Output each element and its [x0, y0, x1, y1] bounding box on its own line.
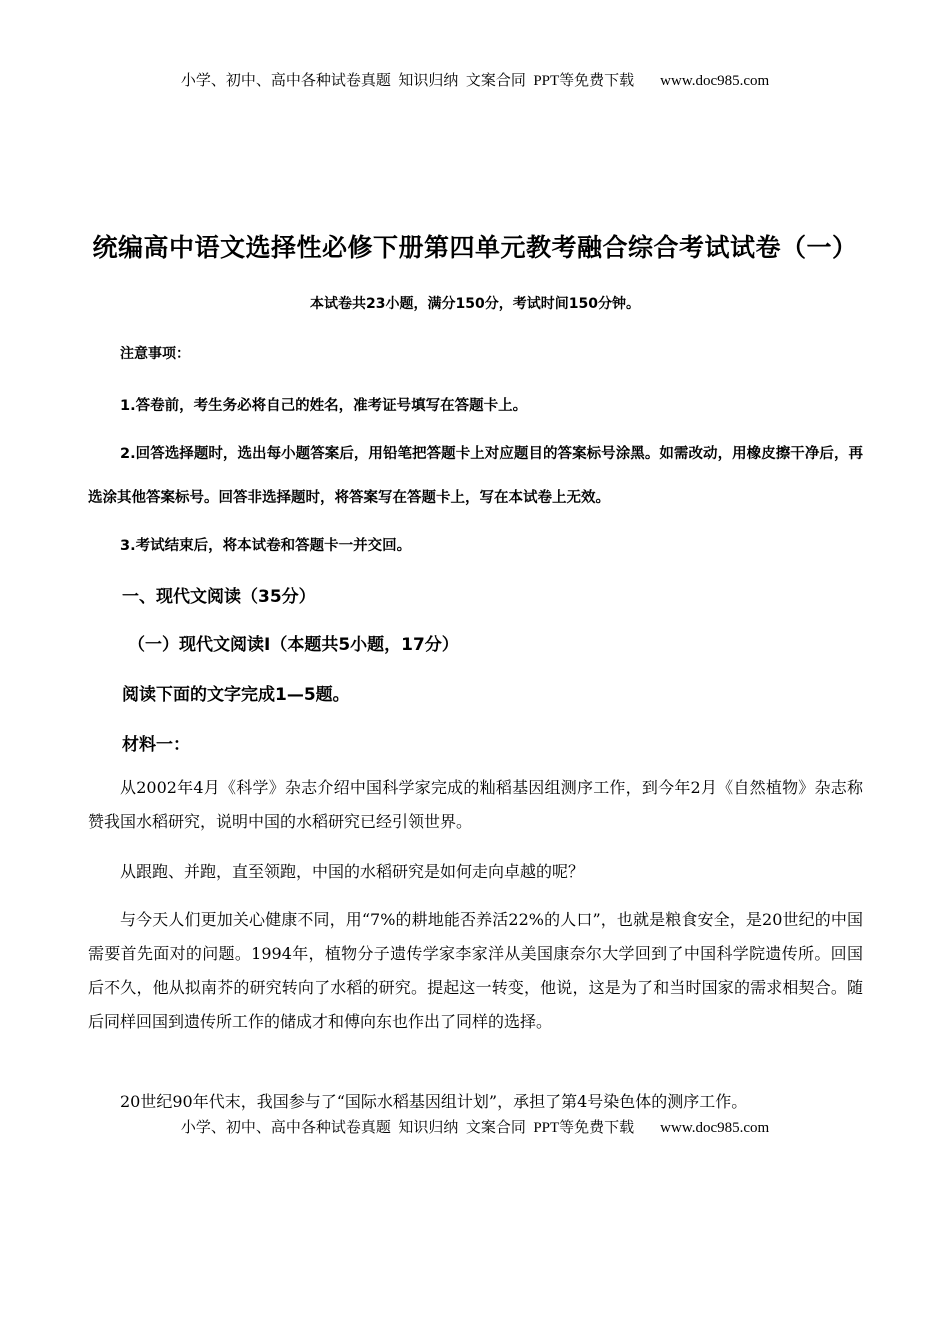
page-footer	[0, 1116, 950, 1137]
paragraph-4: 20世纪90年代末，我国参与了“国际水稻基因组计划”，承担了第4号染色体的测序工作。	[120, 1092, 748, 1111]
reading-instruction: 阅读下面的文字完成1—5题。	[122, 685, 350, 705]
exam-title: 统编高中语文选择性必修下册第四单元教考融合综合考试试卷（一）	[92, 233, 858, 262]
footer-url[interactable]: www.doc985.com	[660, 1120, 770, 1136]
paragraph-3: 与今天人们更加关心健康不同，用“7%的耕地能否养活22%的人口”，也就是粮食安全，是20世纪的中国需要首先面对的问题。1994年，植物分子遗传学家李家洋从美国康奈尔大学回到了中国科学院遗传所。回国后不久，他从拟南芥的研究转向了水稻的研究。提起这一转变，他说，这是为了和当时国家的需求相契合。随后同样回国到遗传所工作的储成才和傅向东也作出了同样的选择。	[88, 910, 863, 1031]
notice-item-2: 2.回答选择题时，选出每小题答案后，用铅笔把答题卡上对应题目的答案标号涂黑。如需改动，用橡皮擦干净后，再选涂其他答案标号。回答非选择题时，将答案写在答题卡上，写在本试卷上无效。	[88, 446, 863, 506]
notice-heading: 注意事项：	[120, 346, 190, 362]
section-heading-part1-sub: （一）现代文阅读Ⅰ（本题共5小题，17分）	[128, 635, 459, 655]
header-url[interactable]: www.doc985.com	[660, 73, 770, 89]
exam-subtitle: 本试卷共23小题，满分150分，考试时间150分钟。	[310, 296, 640, 312]
notice-item-3: 3.考试结束后，将本试卷和答题卡一并交回。	[120, 538, 412, 554]
notice-item-1: 1.答卷前，考生务必将自己的姓名，准考证号填写在答题卡上。	[120, 398, 528, 414]
footer-text: 小学、初中、高中各种试卷真题 知识归纳 文案合同 PPT等免费下载	[180, 1120, 635, 1136]
header-text: 小学、初中、高中各种试卷真题 知识归纳 文案合同 PPT等免费下载	[180, 73, 635, 89]
page-header	[0, 69, 950, 90]
paragraph-1: 从2002年4月《科学》杂志介绍中国科学家完成的籼稻基因组测序工作，到今年2月《自然植物》杂志称赞我国水稻研究，说明中国的水稻研究已经引领世界。	[88, 778, 863, 831]
section-heading-part1: 一、现代文阅读（35分）	[122, 587, 316, 607]
paragraph-2: 从跟跑、并跑，直至领跑，中国的水稻研究是如何走向卓越的呢？	[120, 862, 585, 881]
material-label: 材料一：	[122, 735, 190, 755]
